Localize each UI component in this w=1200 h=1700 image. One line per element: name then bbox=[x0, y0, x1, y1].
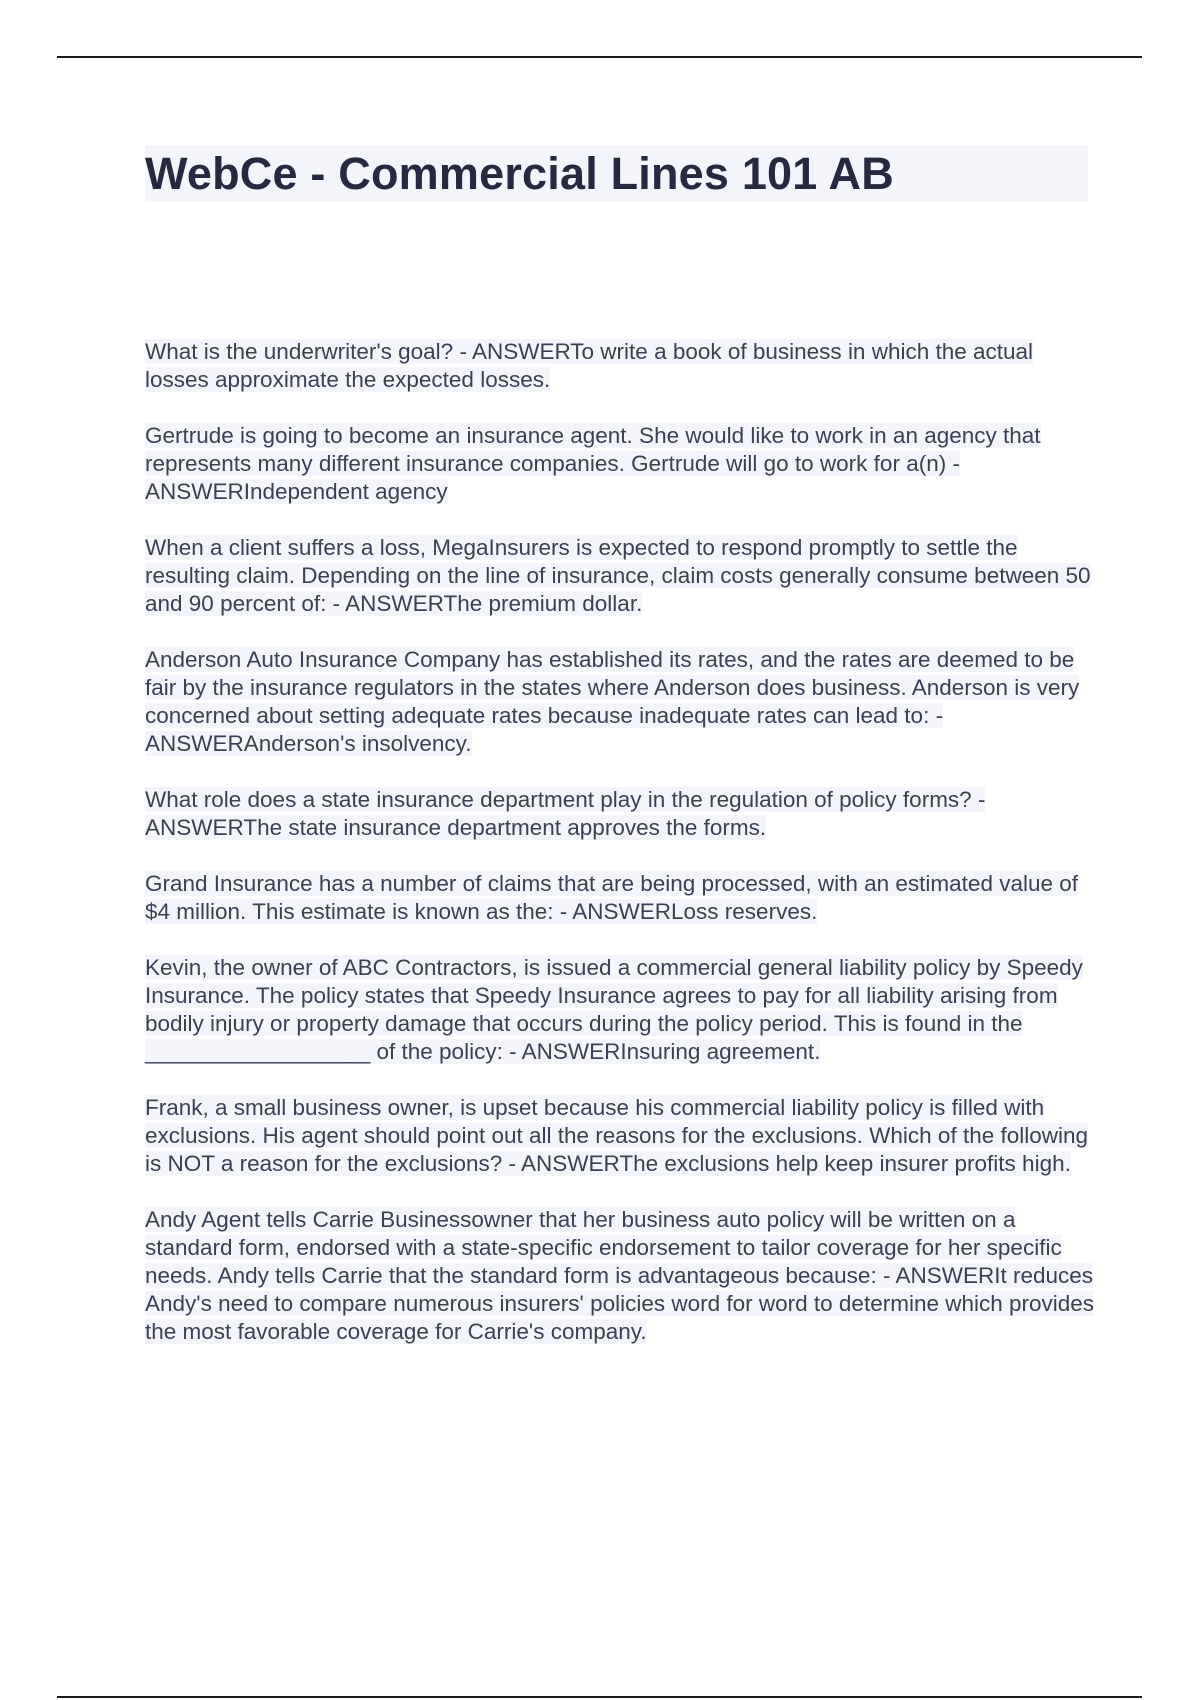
document-title: WebCe - Commercial Lines 101 AB bbox=[145, 148, 894, 199]
qa-item bbox=[145, 786, 1095, 842]
qa-text: Kevin, the owner of ABC Contractors, is issued a commercial general liability policy by Speedy Insurance. The policy states that Speedy Insurance agrees to pay for all liability arising from bodily injury or property damage that occurs during the policy period. This is found in the __________________ of the policy: - ANSWERInsuring agreement. bbox=[145, 955, 1083, 1064]
qa-text: Anderson Auto Insurance Company has established its rates, and the rates are deemed to be fair by the insurance regulators in the states where Anderson does business. Anderson is very concerned about setting adequate rates because inadequate rates can lead to: - ANSWERAnderson's insolvency. bbox=[145, 647, 1080, 756]
qa-text: What role does a state insurance department play in the regulation of policy forms? - ANSWERThe state insurance department approves the forms. bbox=[145, 787, 986, 840]
qa-item bbox=[145, 534, 1095, 618]
qa-text: What is the underwriter's goal? - ANSWERTo write a book of business in which the actual losses approximate the expected losses. bbox=[145, 339, 1034, 392]
qa-text: Frank, a small business owner, is upset because his commercial liability policy is filled with exclusions. His agent should point out all the reasons for the exclusions. Which of the following is NOT a reason for the exclusions? - ANSWERThe exclusions help keep insurer profits high. bbox=[145, 1095, 1089, 1176]
qa-item bbox=[145, 954, 1095, 1066]
bottom-rule bbox=[57, 1696, 1142, 1698]
qa-item bbox=[145, 422, 1095, 506]
qa-text: Grand Insurance has a number of claims that are being processed, with an estimated value of $4 million. This estimate is known as the: - ANSWERLoss reserves. bbox=[145, 871, 1079, 924]
qa-text: Andy Agent tells Carrie Businessowner that her business auto policy will be written on a standard form, endorsed with a state-specific endorsement to tailor coverage for her specific needs. Andy tells Carrie that the standard form is advantageous because: - ANSWERIt reduces Andy's need to compare numerous insurers' policies word for word to determine which provides the most favorable coverage for Carrie's company. bbox=[145, 1207, 1095, 1344]
qa-item bbox=[145, 338, 1095, 394]
qa-text: When a client suffers a loss, MegaInsurers is expected to respond promptly to settle the resulting claim. Depending on the line of insurance, claim costs generally consume between 50 and 90 percent of: - ANSWERThe premium dollar. bbox=[145, 535, 1091, 616]
qa-text: Gertrude is going to become an insurance agent. She would like to work in an agency that represents many different insurance companies. Gertrude will go to work for a(n) - ANSWERIndependent agency bbox=[145, 423, 1041, 504]
qa-item bbox=[145, 646, 1095, 758]
top-rule bbox=[57, 56, 1142, 58]
qa-item bbox=[145, 870, 1095, 926]
qa-item bbox=[145, 1094, 1095, 1178]
qa-item bbox=[145, 1206, 1095, 1346]
qa-list bbox=[145, 338, 1095, 1374]
